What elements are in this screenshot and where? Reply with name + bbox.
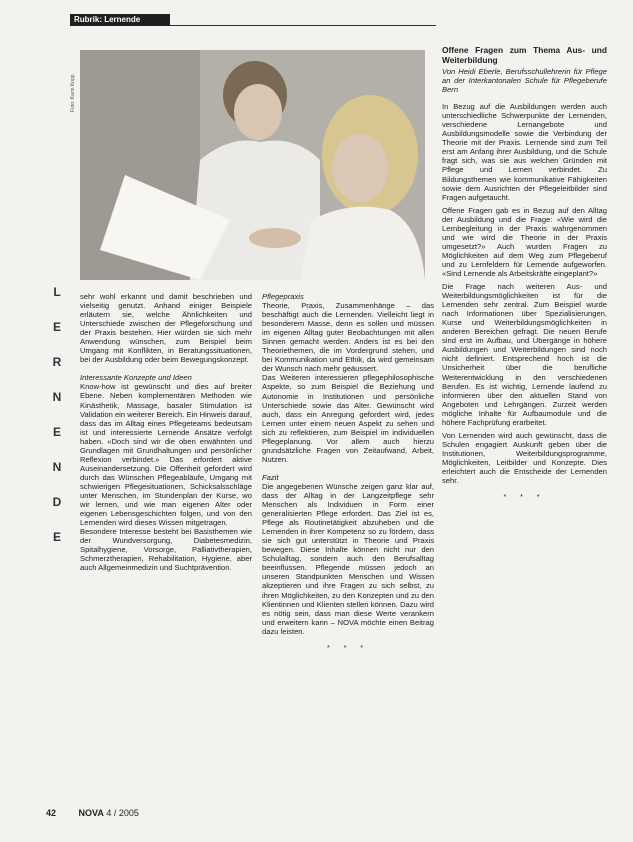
side-letter: N: [52, 390, 62, 404]
page-number: 42: [46, 808, 57, 818]
end-stars: * * *: [503, 494, 546, 502]
article-column-2: [262, 292, 434, 810]
side-letter: N: [52, 460, 62, 474]
side-letter: R: [52, 355, 62, 369]
subheading: Fazit: [262, 472, 279, 482]
side-letter: D: [52, 495, 62, 509]
subheading: Interessante Konzepte und Ideen: [80, 373, 192, 383]
article-photo: [80, 50, 425, 280]
side-letter: E: [52, 320, 61, 334]
rubric-divider: [170, 25, 436, 26]
paragraph: sehr wohl erkannt und damit beschrieben und vielseitig genutzt. Anhand einiger Beispiele erläutern sie, welche Ähnlichkeiten und Unterschiede zwischen der Pflegeforschung und der Praxis bestehen. Hier würden sie sich mehr Anwendung wünschen, zum Beispiel beim Umgang mit Konflikten, in Beratungssituationen, bei der Ausbildung oder beim Bewegungskonzept.: [80, 292, 252, 365]
sidebar-title: Offene Fragen zum Thema Aus- und Weiterbildung: [442, 45, 607, 65]
sidebar-author: Von Heidi Eberle, Berufsschullehrerin für Pflege an der Interkantonalen Schule für Pflegeberufe Bern: [442, 67, 607, 95]
paragraph: Theorie, Praxis, Zusammenhänge – das beschäftigt auch die Lernenden. Vielleicht liegt in besonderem Masse, denn es sollen und müssen im eigenen Alltag guter Beobachtungen mit allen Sinnen gemacht werden. Anders ist es bei den Theoriethemen, die im Vordergrund stehen, und bei Kommunikation und Ethik, da wird gemeinsam der Wunsch nach mehr geäussert.: [262, 301, 434, 374]
subheading: Pflegepraxis: [262, 292, 304, 301]
paragraph: Offene Fragen gab es in Bezug auf den Alltag der Ausbildung und die Frage: «Wie wird die Lernbegleitung in der Praxis wahrgenommen und wie wird die Theorie in der Praxis umgesetzt?» Auch wurden Fragen zu Möglichkeiten auf dem Weg zum Pflegeberuf und zu Lernfeldern für Lernende aufgeworfen. «Sind Lernende als Arbeitskräfte eingeplant?»: [442, 205, 607, 278]
paragraph: Die angegebenen Wünsche zeigen ganz klar auf, dass der Alltag in der Langzeitpflege sehr Menschen als Individuen in Form einer generalisierten Pflege erfordert. Das Ziel ist es, Pflege als Routinetätigkeit abzuheben und die Lernenden in ihrer Kompetenz so zu fördern, dass sie sich gut unterstützt in Theorie und Praxis bewegen. Diese Inhalte können nicht nur den Schulalltag, sondern auch den Berufsalltag beeinflussen. Pflegende müssen jedoch an unseren Standpunkten Menschen und Wissen akzeptieren und ihre Fragen zu sich selbst, zu ihren Möglichkeiten, zu den Konzepten und zu den Klientinnen und Klienten stellen können. Dazu wird es nötig sein, dass man diese Werte verankern und erweitern kann – NOVA möchte einen Beitrag dazu leisten.: [262, 481, 434, 636]
rubric-label: Rubrik: Lernende: [70, 14, 170, 26]
sidebar-column: [442, 45, 607, 745]
side-letter: E: [52, 530, 61, 544]
paragraph: Das Weiteren interessieren pflegephilosophische Aspekte, so zum Beispiel die Beziehung und Autonomie in Institutionen und persönliche Unterschiede sowie das Alter. Gewünscht wird auch, dass ein Anregung gefordert wird, jedes Lernen unter einem neuen Aspekt zu sehen und sich zu reflektieren, zum Beispiel im individuellen Pflegeplanung. Vor allem auch hierzu grundsätzliche Fragen von Zeitaufwand, Arbeit, Nutzen.: [262, 373, 434, 464]
sidebar-body: [442, 102, 607, 485]
photo-illustration: [80, 50, 425, 280]
end-stars: * * *: [326, 644, 370, 652]
paragraph: Know-how ist gewünscht und dies auf breiter Ebene. Neben komplementären Methoden wie Kinästhetik, Massage, basaler Stimulation ist Validation ein weiterer Bereich. Ein Hinweis darauf, dass das im Alltag eines Pflegeteams bedeutsam ist und interessierte Lernende Ansätze verfolgt haben. «Doch sind wir die oben erwähnten und Grundlagen mit Grundhaltungen und persönlicher Reflexion verbindet.» Das erfordert aktive Auseinandersetzung. Die Offenheit gefordert wird durch das Wünschen Pflegeabläufe, Umgang mit schwierigen Pflegesituationen, Schicksalsschläge unter Menschen, im Stundenplan der Kurse, wo wir lernen, und wie man eigenen Alter oder eigenen Lebensgeschichten folgen, und von den Lernenden wird dieses Wissen mitgetragen.: [80, 382, 252, 528]
side-letter: E: [52, 425, 61, 439]
side-letter: L: [53, 285, 61, 299]
side-letters: [46, 285, 68, 565]
paragraph: Die Frage nach weiteren Aus- und Weiterbildungsmöglichkeiten ist für die Lernenden sehr zentral. Zum Beispiel wurde nach Informationen über Spezialisierungen, Kurse und Weiterbildungsmöglichkeiten in anderen Bereichen gefragt. Die neuen Berufe sind erst im Aufbau, und Übergänge in höhere Ausbildungen und Weiterbildungen sind noch nicht definiert. Entsprechend hoch ist die Unsicherheit über die berufliche Weiterentwicklung in den verschiedenen Berufen. Es ist wichtig, Lernende laufend zu informieren über den aktuellen Stand von Angeboten und Lehrgängen. Zurzeit werden mögliche Inhalte für Aufbaumodule und die höhere Fachprüfung erarbeitet.: [442, 282, 607, 427]
magazine-name: NOVA: [78, 808, 104, 818]
photo-credit: Foto: Karin Kopp: [70, 74, 76, 112]
page-footer: [46, 806, 586, 820]
paragraph: Von Lernenden wird auch gewünscht, dass die Schulen engagiert Auskunft geben über die Institutionen, Weiterbildungsprogramme, Möglichkeiten, Leitbilder und Konzepte. Dies erleichtert auch die Entscheide der Lernenden sehr.: [442, 430, 607, 486]
paragraph: Besondere Interesse besteht bei Basisthemen wie der Wundversorgung, Diabetesmedizin, Spitalhygiene, Vorsorge, Palliativtherapien, Schmerztherapien, Rehabilitation, Hygiene, aber auch Allgemeinmedizin und Suchtprävention.: [80, 527, 252, 573]
article-column-1: [80, 292, 252, 810]
issue-number: 4 / 2005: [106, 808, 139, 818]
paragraph: In Bezug auf die Ausbildungen werden auch unterschiedliche Schwerpunkte der Lernenden, verschiedene Lernangebote und Ausbildungsmodelle sowie die Verbindung der Theorie mit der Praxis. Lernende sind zum Teil erst am Anfang ihrer Ausbildung, und die Schule fragt sich, was sie aus welchen Gründen mit Pflege und Lernen verbindet. Zu Bildungsthemen wie kommunikative Fähigkeiten sowie dem Ausrichten der Pflegeleitbilder sind Fragen aufgetaucht.: [442, 102, 607, 202]
